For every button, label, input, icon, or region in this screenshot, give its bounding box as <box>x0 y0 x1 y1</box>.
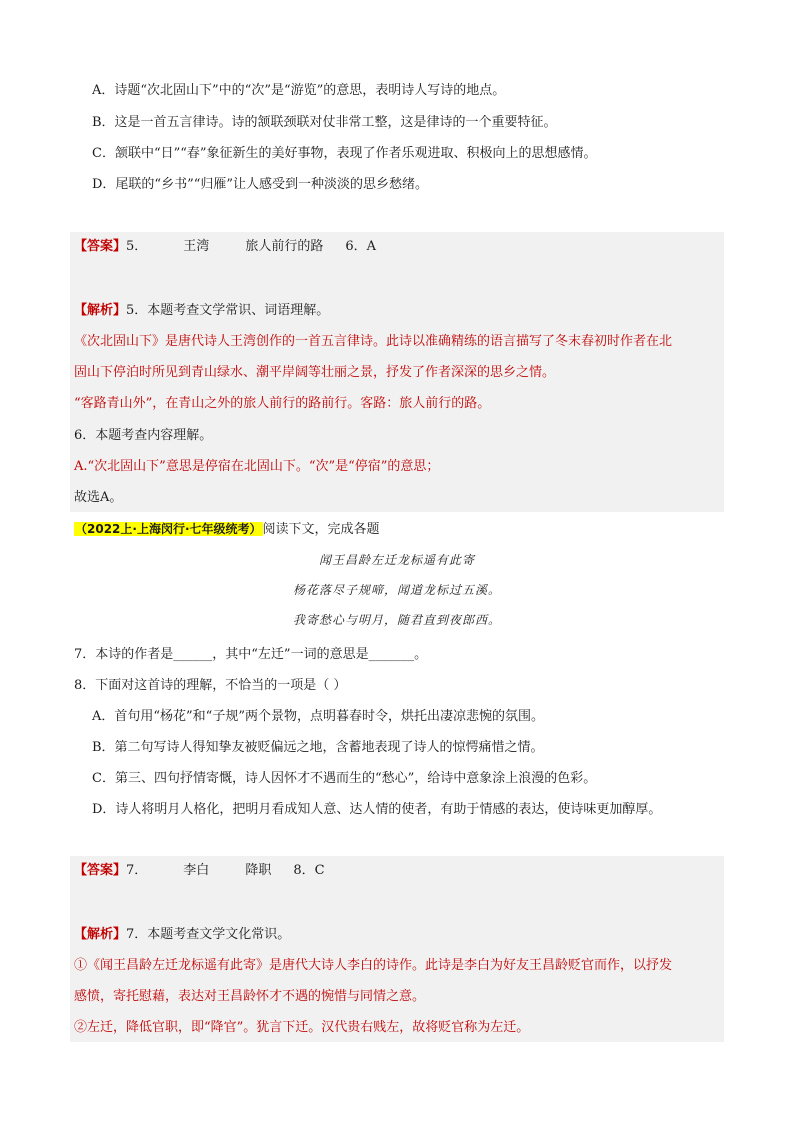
answer-tag: 【答案】 <box>74 239 127 254</box>
answer-5-1: 王湾 <box>183 239 210 254</box>
option-d: D．诗人将明月人格化，把明月看成知人意、达人情的使者，有助于情感的表达，使诗味更加醇厚。 <box>92 802 662 817</box>
question-8: 8．下面对这首诗的理解，不恰当的一项是（ ） <box>74 678 347 693</box>
answer-8: 8．C <box>293 863 325 878</box>
answer-line-2 <box>74 862 325 880</box>
poem-title: 闻王昌龄左迁龙标遥有此寄 <box>318 553 475 567</box>
question-7: 7．本诗的作者是______，其中“左迁”一词的意思是_______。 <box>74 647 428 662</box>
option-b: B．这是一首五言律诗。诗的颔联颈联对仗非常工整，这是律诗的一个重要特征。 <box>92 115 557 130</box>
option-c: C．颔联中“日”“春”象征新生的美好事物，表现了作者乐观进取、积极向上的思想感情。 <box>92 146 597 161</box>
analysis-line: 《次北固山下》是唐代诗人王湾创作的一首五言律诗。此诗以准确精练的语言描写了冬末春初时作者在北 <box>74 334 673 349</box>
analysis-line: 故选A。 <box>74 490 123 505</box>
analysis-line: 固山下停泊时所见到青山绿水、潮平岸阔等壮丽之景，抒发了作者深深的思乡之情。 <box>74 365 556 380</box>
analysis-line: ①《闻王昌龄左迁龙标遥有此寄》是唐代大诗人李白的诗作。此诗是李白为好友王昌龄贬官而作，以抒发 <box>74 958 673 973</box>
analysis-tag: 【解析】 <box>74 303 127 318</box>
option-a: A．诗题“次北固山下”中的“次”是“游览”的意思，表明诗人写诗的地点。 <box>92 83 506 98</box>
option-a: A．首句用“杨花”和“子规”两个景物，点明暮春时令，烘托出凄凉悲惋的氛围。 <box>92 709 544 724</box>
option-c: C．第三、四句抒情寄慨，诗人因怀才不遇而生的“愁心”，给诗中意象涂上浪漫的色彩。 <box>92 771 597 786</box>
analysis-line: A.“次北固山下”意思是停宿在北固山下。“次”是“停宿”的意思； <box>74 459 440 474</box>
option-d: D．尾联的“乡书”“归雁”让人感受到一种淡淡的思乡愁绪。 <box>92 177 429 192</box>
answer-5-2: 旅人前行的路 <box>245 239 324 254</box>
answer-num-5: 5． <box>126 239 148 254</box>
answer-line-1 <box>74 238 376 256</box>
answer-6: 6．A <box>345 239 376 254</box>
answer-num-7: 7． <box>126 863 148 878</box>
answer-7-1: 李白 <box>183 863 210 878</box>
analysis-line: ②左迁，降低官职，即“降官”。犹言下迁。汉代贵右贱左，故将贬官称为左迁。 <box>74 1020 530 1035</box>
analysis-line: “客路青山外”，在青山之外的旅人前行的路前行。客路：旅人前行的路。 <box>74 396 491 411</box>
section-2-header <box>74 520 380 539</box>
poem-line: 杨花落尽子规啼，闻道龙标过五溪。 <box>292 583 501 597</box>
option-b: B．第二句写诗人得知挚友被贬偏远之地，含蓄地表现了诗人的惊愕痛惜之情。 <box>92 740 544 755</box>
instruction: 阅读下文，完成各题 <box>262 522 380 537</box>
analysis-head-2 <box>74 926 290 944</box>
poem-line: 我寄愁心与明月，随君直到夜郎西。 <box>292 613 501 627</box>
answer-tag: 【答案】 <box>74 863 127 878</box>
source-label: （2022上·上海闵行·七年级统考） <box>75 522 262 536</box>
analysis-head-6: 6．本题考查内容理解。 <box>74 428 213 443</box>
answer-7-2: 降职 <box>245 863 272 878</box>
analysis-line: 感愤，寄托慰藉，表达对王昌龄怀才不遇的惋惜与同情之意。 <box>74 989 426 1004</box>
analysis-tag: 【解析】 <box>74 927 127 942</box>
analysis-head-text: 7．本题考查文学文化常识。 <box>126 927 291 942</box>
analysis-head-1 <box>74 302 329 320</box>
analysis-head-text: 5．本题考查文学常识、词语理解。 <box>126 303 330 318</box>
